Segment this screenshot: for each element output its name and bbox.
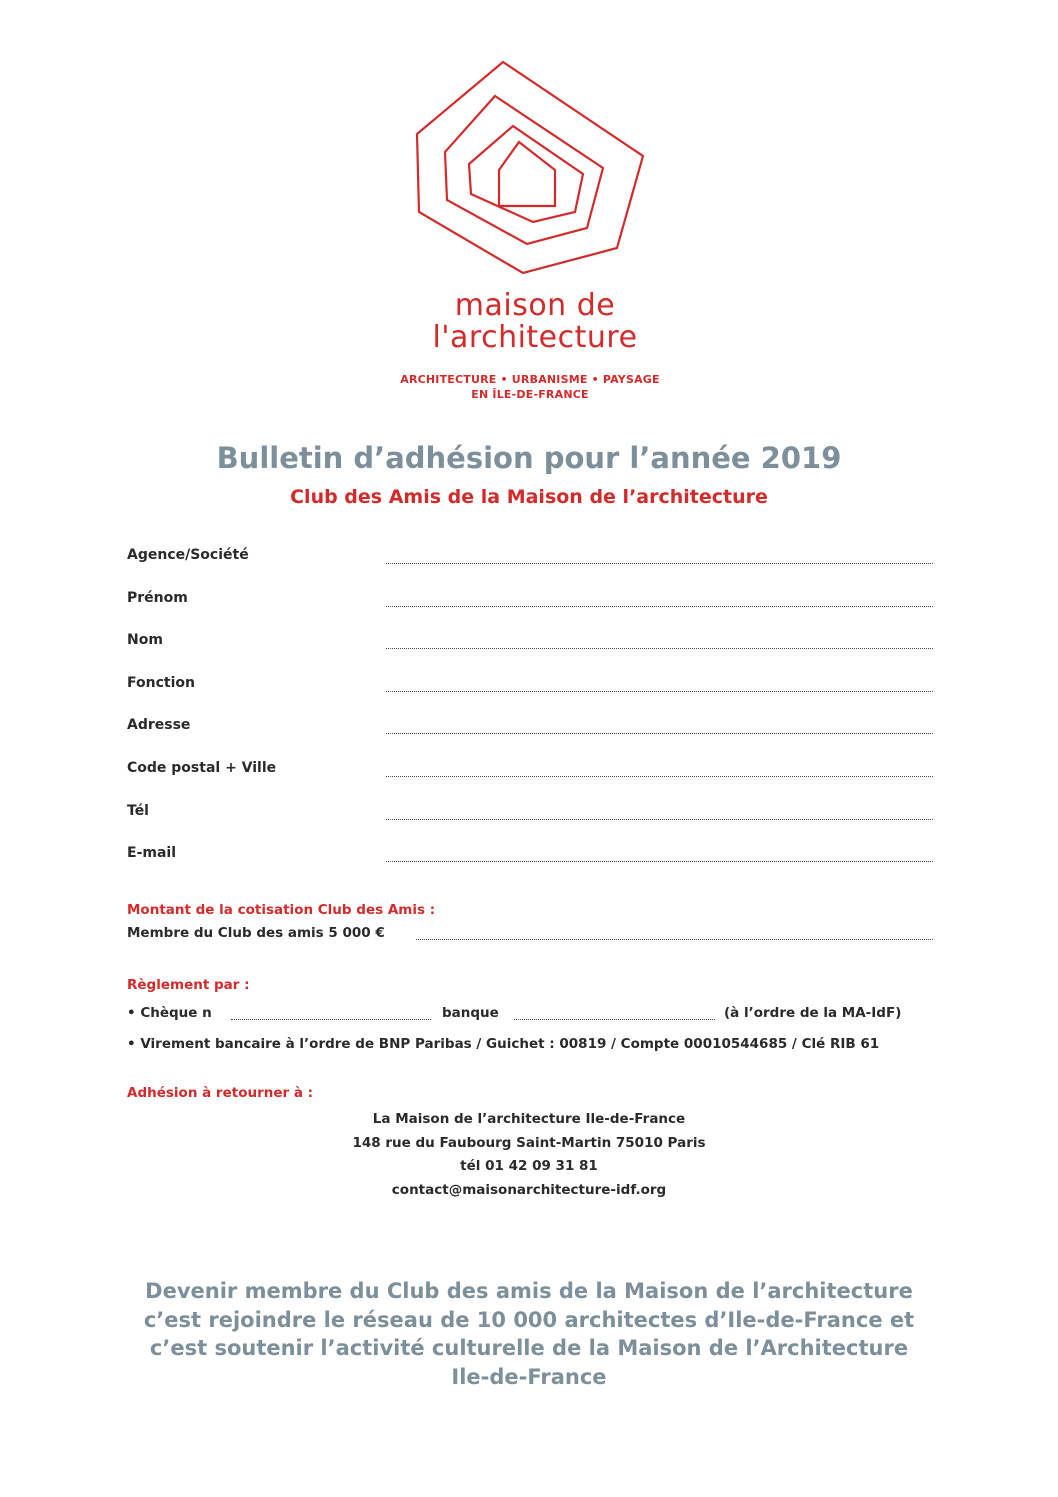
ordre-note: (à l’ordre de la MA-IdF) — [724, 1005, 902, 1021]
form-field-agence[interactable] — [127, 545, 933, 588]
logo-tagline-line1: ARCHITECTURE • URBANISME • PAYSAGE — [400, 373, 660, 386]
closing-line: Devenir membre du Club des amis de la Maison de l’architecture — [145, 1279, 913, 1303]
field-label: Prénom — [127, 589, 188, 606]
address-street: 148 rue du Faubourg Saint-Martin 75010 Paris — [352, 1134, 706, 1151]
field-label: Agence/Société — [127, 547, 249, 563]
address-org: La Maison de l’architecture Ile-de-France — [372, 1111, 686, 1127]
closing-line: Ile-de-France — [451, 1364, 607, 1389]
cotisation-dotted-line — [416, 939, 933, 940]
logo-name-line2: l'architecture — [432, 320, 638, 355]
page-subtitle: Club des Amis de la Maison de l’architecture — [290, 486, 768, 508]
retour-heading: Adhésion à retourner à : — [127, 1085, 314, 1101]
field-label: Tél — [127, 802, 149, 819]
page-title: Bulletin d’adhésion pour l’année 2019 — [216, 441, 842, 475]
logo-tagline — [380, 372, 680, 402]
form-field-email[interactable] — [127, 843, 933, 886]
closing-statement — [0, 1277, 1058, 1391]
cotisation-member-line: Membre du Club des amis 5 000 € — [127, 925, 385, 941]
field-label: Code postal + Ville — [127, 759, 277, 776]
cheque-number-input[interactable] — [231, 1019, 431, 1020]
banque-input[interactable] — [514, 1019, 715, 1020]
form-field-tel[interactable] — [127, 801, 933, 844]
cotisation-heading: Montant de la cotisation Club des Amis : — [127, 902, 436, 918]
form-field-prenom[interactable] — [127, 588, 933, 631]
field-input-line[interactable] — [386, 648, 933, 649]
nested-house-logo-icon — [415, 60, 645, 275]
reglement-heading: Règlement par : — [127, 977, 250, 993]
form-field-adresse[interactable] — [127, 715, 933, 758]
membership-form — [127, 545, 933, 886]
field-input-line[interactable] — [386, 563, 933, 564]
field-label: Nom — [127, 632, 163, 649]
address-email[interactable]: contact@maisonarchitecture-idf.org — [391, 1181, 667, 1198]
form-field-fonction[interactable] — [127, 673, 933, 716]
logo-name-line1: maison de — [454, 288, 616, 323]
field-label: Adresse — [127, 717, 191, 734]
field-input-line[interactable] — [386, 606, 933, 607]
logo-tagline-line2: EN ÎLE-DE-FRANCE — [471, 388, 589, 401]
closing-line: c’est soutenir l’activité culturelle de la Maison de l’Architecture — [149, 1336, 909, 1360]
field-label: E-mail — [127, 845, 177, 862]
cheque-label: • Chèque n — [127, 1005, 212, 1021]
closing-line: c’est rejoindre le réseau de 10 000 architectes d’Ile-de-France et — [143, 1307, 915, 1332]
field-input-line[interactable] — [386, 733, 933, 734]
banque-label: banque — [442, 1005, 499, 1021]
field-input-line[interactable] — [386, 691, 933, 692]
return-address — [0, 1108, 1058, 1202]
field-input-line[interactable] — [386, 861, 933, 862]
logo-wordmark — [405, 290, 665, 354]
virement-line: • Virement bancaire à l’ordre de BNP Paribas / Guichet : 00819 / Compte 00010544685 / Clé RIB 61 — [127, 1036, 880, 1052]
form-field-code-postal-ville[interactable] — [127, 758, 933, 801]
field-input-line[interactable] — [386, 819, 933, 820]
field-label: Fonction — [127, 674, 195, 691]
field-input-line[interactable] — [386, 776, 933, 777]
form-field-nom[interactable] — [127, 630, 933, 673]
address-phone: tél 01 42 09 31 81 — [460, 1158, 598, 1174]
